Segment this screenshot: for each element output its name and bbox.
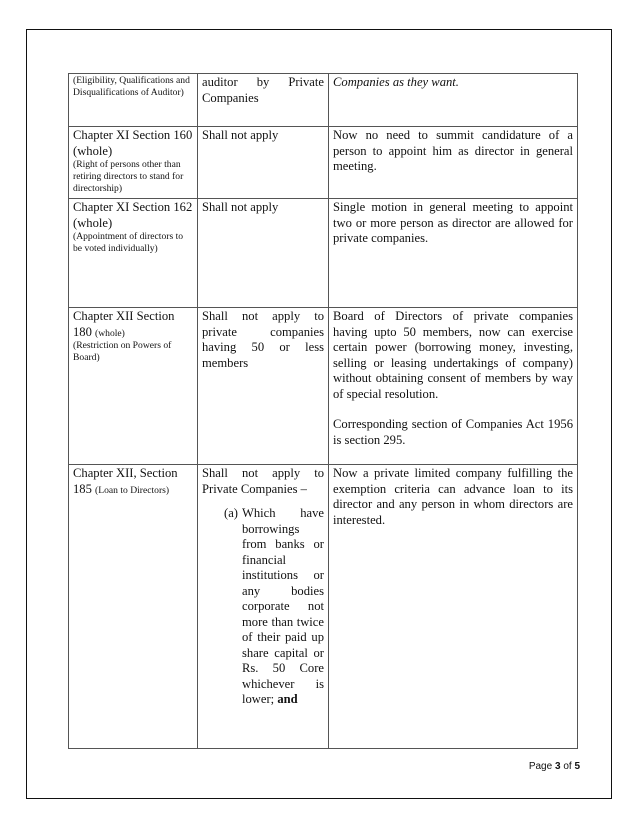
impact-cell: Single motion in general meeting to appoint two or more person as director are allowed for private companies.	[329, 199, 578, 308]
section-title	[73, 309, 193, 340]
section-description: (Restriction on Powers of Board)	[73, 340, 172, 364]
applicability-cell: Shall not apply	[198, 199, 329, 308]
condition-body: Which have borrowings from banks or financial institutions or any bodies corporate not more than twice of their paid up share capital or Rs. 50 Core whichever is lower;	[242, 506, 324, 706]
section-cell	[69, 74, 198, 127]
section-description: (Eligibility, Qualifications and Disqualifications of Auditor)	[73, 75, 190, 99]
impact-text: Board of Directors of private companies having upto 50 members, now can exercise certain power (borrowing money, investing, selling or leasing undertakings of company) without obtaining consent of members by way of special resolution.	[333, 309, 573, 401]
section-description: (Right of persons other than retiring directors to stand for directorship)	[73, 159, 184, 195]
applicability-cell: Shall not apply to private companies having 50 or less members	[198, 308, 329, 465]
condition-label: (a)	[224, 506, 238, 520]
applicability-cell: auditor by Private Companies	[198, 74, 329, 127]
section-cell	[69, 465, 198, 749]
section-description: (Appointment of directors to be voted individually)	[73, 231, 184, 255]
section-title-text: Chapter XII, Section 185	[73, 466, 178, 496]
page-number: 3	[554, 761, 561, 772]
table-row	[69, 199, 578, 308]
impact-cell	[329, 308, 578, 465]
document-table	[68, 73, 578, 749]
impact-cell: Companies as they want.	[329, 74, 578, 127]
page-footer	[529, 761, 580, 772]
page-of: of	[563, 761, 572, 772]
impact-note: Corresponding section of Companies Act 1956 is section 295.	[333, 417, 573, 447]
applicability-cell: Shall not apply	[198, 127, 329, 199]
section-description: (Loan to Directors)	[95, 484, 170, 496]
section-title	[73, 466, 193, 497]
section-title-text: Chapter XII Section 180	[73, 309, 175, 339]
table-row	[69, 308, 578, 465]
section-title: Chapter XI Section 162 (whole)	[73, 200, 193, 230]
section-scope: (whole)	[95, 327, 125, 339]
page-prefix: Page	[528, 761, 553, 772]
condition-item	[202, 506, 324, 708]
section-title: Chapter XI Section 160 (whole)	[73, 128, 193, 158]
page-total: 5	[574, 761, 580, 772]
section-cell	[69, 127, 198, 199]
condition-conjunction: and	[277, 692, 298, 706]
section-cell	[69, 199, 198, 308]
applicability-cell	[198, 465, 329, 749]
impact-cell: Now a private limited company fulfilling the exemption criteria can advance loan to its director and any person in whom directors are interested.	[329, 465, 578, 749]
table-row	[69, 74, 578, 127]
table-row	[69, 127, 578, 199]
table-row	[69, 465, 578, 749]
section-cell	[69, 308, 198, 465]
condition-text	[242, 506, 324, 708]
impact-cell: Now no need to summit candidature of a person to appoint him as director in general meeting.	[329, 127, 578, 199]
applicability-text: Shall not apply to Private Companies –	[202, 466, 324, 496]
